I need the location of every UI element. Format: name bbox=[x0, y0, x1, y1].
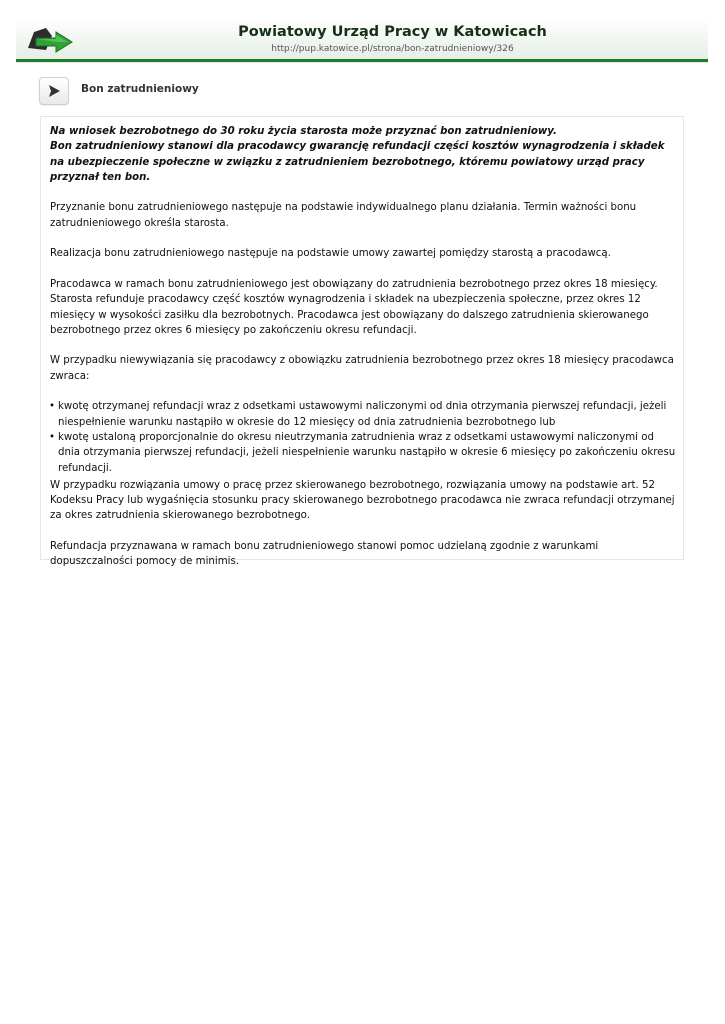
paragraph-4: W przypadku niewywiązania się pracodawcy z obowiązku zatrudnienia bezrobotnego przez okres 18 miesięcy pracodawca zwraca: bbox=[50, 355, 674, 382]
header-divider bbox=[16, 59, 708, 62]
page-title: Bon zatrudnieniowy bbox=[81, 83, 199, 95]
paragraph-6: Refundacja przyznawana w ramach bonu zatrudnieniowego stanowi pomoc udzielaną zgodnie z warunkami dopuszczalności pomocy de minimis. bbox=[50, 541, 599, 568]
paragraph-5: W przypadku rozwiązania umowy o pracę przez skierowanego bezrobotnego, rozwiązania umowy na podstawie art. 52 Kodeksu Pracy lub wygaśnięcia stosunku pracy skierowanego bezrobotnego pracodawca nie zwraca refundacji otrzymanej za okres zatrudnienia skierowanego bezrobotnego. bbox=[50, 479, 675, 522]
paragraph-2: Realizacja bonu zatrudnieniowego następuje na podstawie umowy zawartej pomiędzy starostą a pracodawcą. bbox=[50, 248, 611, 260]
article-content bbox=[50, 124, 676, 585]
intro-line-1: Na wniosek bezrobotnego do 30 roku życia starosta może przyznać bon zatrudnieniowy. bbox=[50, 126, 557, 137]
nav-arrow-button[interactable] bbox=[39, 77, 69, 105]
play-arrow-icon bbox=[47, 84, 61, 98]
intro-line-2: Bon zatrudnieniowy stanowi dla pracodawcy gwarancję refundacji części kosztów wynagrodzenia i składek na ubezpieczenie społeczne w związku z zatrudnieniem bezrobotnego, któremu powiatowy urząd pracy przyznał ten bon. bbox=[50, 141, 665, 183]
refund-conditions-list bbox=[50, 399, 676, 475]
site-title[interactable]: Powiatowy Urząd Pracy w Katowicach bbox=[238, 24, 547, 40]
paragraph-1: Przyznanie bonu zatrudnieniowego następuje na podstawie indywidualnego planu działania. Termin ważności bonu zatrudnieniowego określa starosta. bbox=[50, 202, 637, 229]
list-item: • kwotę otrzymanej refundacji wraz z odsetkami ustawowymi naliczonymi od dnia otrzymania pierwszej refundacji, jeżeli niespełnienie warunku nastąpiło w okresie do 12 miesięcy od dnia zatrudnienia bezrobotnego lub bbox=[50, 399, 676, 430]
paragraph-3: Pracodawca w ramach bonu zatrudnieniowego jest obowiązany do zatrudnienia bezrobotnego przez okres 18 miesięcy. Starosta refunduje pracodawcy część kosztów wynagrodzenia i składek na ubezpieczenia społeczne, przez okres 12 miesięcy w wysokości zasiłku dla bezrobotnych. Pracodawca jest obowiązany do dalszego zatrudnienia skierowanego bezrobotnego przez okres 6 miesięcy po zakończeniu okresu refundacji. bbox=[50, 278, 658, 336]
site-url: http://pup.katowice.pl/strona/bon-zatrudnieniowy/326 bbox=[271, 44, 514, 54]
list-item: • kwotę ustaloną proporcjonalnie do okresu nieutrzymania zatrudnienia wraz z odsetkami ustawowymi naliczonymi od dnia otrzymania pierwszej refundacji, jeżeli niespełnienie warunku nastąpiło w okresie 6 miesięcy po zakończeniu okresu refundacji. bbox=[50, 430, 676, 476]
intro-paragraph bbox=[50, 124, 676, 185]
